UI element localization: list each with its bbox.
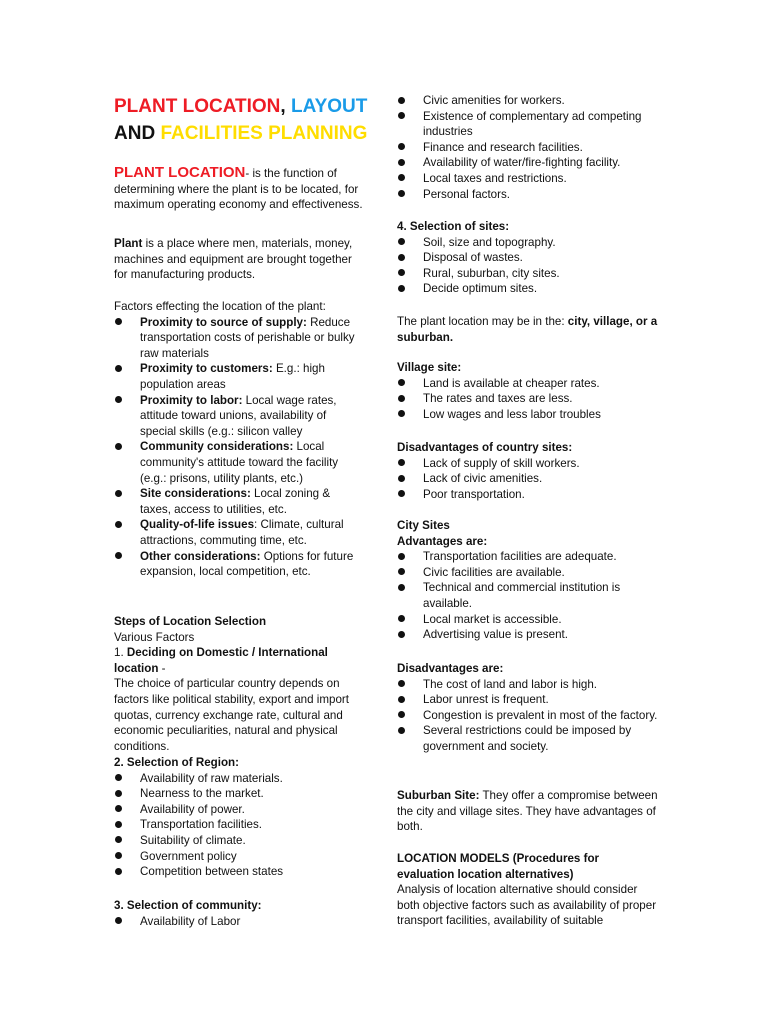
list-item: Poor transportation.	[397, 487, 659, 503]
various-factors: Various Factors	[114, 630, 195, 644]
village-section	[397, 360, 659, 422]
list-item: Disposal of wastes.	[397, 250, 659, 266]
document-title	[114, 93, 368, 147]
city-disadvantages	[397, 661, 659, 755]
location-types-text: The plant location may be in the:	[397, 315, 568, 328]
definition-text: - is the function of determining where the plant is to be located, for maximum operating economy and effectiveness.	[114, 167, 363, 212]
list-item: Several restrictions could be imposed by government and society.	[397, 723, 659, 754]
region-heading: 2. Selection of Region:	[114, 756, 239, 769]
suburban-text: They offer a compromise between the city and village sites. They have advantages of both.	[397, 789, 658, 834]
factors-intro: Factors effecting the location of the plant:	[114, 300, 326, 313]
country-disadv-list	[397, 456, 659, 503]
list-item: The rates and taxes are less.	[397, 391, 659, 407]
list-item: Soil, size and topography.	[397, 235, 659, 251]
list-item: Other considerations: Options for future expansion, local competition, etc.	[114, 549, 364, 580]
plant-text: is a place where men, materials, money, machines and equipment are brought together for manufacturing products.	[114, 237, 353, 282]
list-item: Decide optimum sites.	[397, 281, 659, 297]
list-item: Existence of complementary ad competing industries	[397, 109, 659, 140]
list-item: Community considerations: Local community's attitude toward the facility (e.g.: prisons, utility plants, etc.)	[114, 439, 364, 486]
models-section	[397, 851, 659, 929]
title-plant-location: PLANT LOCATION	[114, 96, 281, 117]
sites-section	[397, 219, 659, 297]
factors-section	[114, 299, 364, 580]
list-item: Transportation facilities are adequate.	[397, 549, 659, 565]
title-line-1	[114, 93, 368, 120]
location-types-bold: city, village, or a suburban.	[397, 315, 658, 344]
steps-section	[114, 614, 364, 754]
list-item: Congestion is prevalent in most of the factory.	[397, 708, 659, 724]
list-item: Proximity to source of supply: Reduce transportation costs of perishable or bulky raw materials	[114, 315, 364, 362]
list-item: Availability of Labor	[114, 914, 364, 930]
list-item: Nearness to the market.	[114, 786, 364, 802]
city-adv-heading: Advantages are:	[397, 534, 488, 548]
city-disadv-list	[397, 677, 659, 755]
list-item: Site considerations: Local zoning & taxes, access to utilities, etc.	[114, 486, 364, 517]
models-text: Analysis of location alternative should consider both objective factors such as availability of proper transport facilities, availability of suitable	[397, 883, 657, 928]
list-item: Lack of supply of skill workers.	[397, 456, 659, 472]
city-heading: City Sites	[397, 519, 450, 532]
list-item: Labor unrest is frequent.	[397, 692, 659, 708]
list-item: The cost of land and labor is high.	[397, 677, 659, 693]
list-item: Suitability of climate.	[114, 833, 364, 849]
community-list	[397, 93, 659, 202]
title-facilities: FACILITIES PLANNING	[160, 123, 368, 144]
intro-section	[114, 165, 364, 213]
suburban-section	[397, 788, 659, 835]
list-item: Government policy	[114, 849, 364, 865]
list-item: Low wages and less labor troubles	[397, 407, 659, 423]
steps-heading: Steps of Location Selection	[114, 615, 267, 628]
plant-location-heading: PLANT LOCATION	[114, 164, 246, 181]
list-item: Availability of power.	[114, 802, 364, 818]
list-item: Proximity to labor: Local wage rates, attitude toward unions, availability of special skills (e.g.: silicon valley	[114, 393, 364, 440]
title-comma: ,	[280, 96, 286, 117]
list-item: Competition between states	[114, 864, 364, 880]
sites-list	[397, 235, 659, 297]
sites-heading: 4. Selection of sites:	[397, 220, 510, 233]
community-heading: 3. Selection of community:	[114, 899, 262, 912]
list-item: Personal factors.	[397, 187, 659, 203]
list-item: Rural, suburban, city sites.	[397, 266, 659, 282]
country-disadvantages	[397, 440, 659, 502]
list-item: Local taxes and restrictions.	[397, 171, 659, 187]
suburban-heading: Suburban Site:	[397, 789, 480, 802]
list-item: Civic amenities for workers.	[397, 93, 659, 109]
list-item: Technical and commercial institution is available.	[397, 580, 659, 611]
community-section-cont	[397, 93, 659, 202]
country-disadv-heading: Disadvantages of country sites:	[397, 441, 573, 454]
factors-list	[114, 315, 364, 580]
list-item: Quality-of-life issues: Climate, cultural attractions, commuting time, etc.	[114, 517, 364, 548]
city-section	[397, 518, 659, 643]
definition-paragraph	[114, 165, 364, 213]
list-item: Finance and research facilities.	[397, 140, 659, 156]
list-item: Availability of raw materials.	[114, 771, 364, 787]
community-list-start	[114, 914, 364, 930]
list-item: Transportation facilities.	[114, 817, 364, 833]
step-1-text: The choice of particular country depends on factors like political stability, export and import quotas, currency exchange rate, cultural and economic peculiarities, natural and physical conditions.	[114, 677, 349, 753]
list-item: Availability of water/fire-fighting facility.	[397, 155, 659, 171]
village-list	[397, 376, 659, 423]
list-item: Local market is accessible.	[397, 612, 659, 628]
step-1: 1. Deciding on Domestic / International location -	[114, 646, 328, 675]
region-list	[114, 771, 364, 880]
community-section	[114, 898, 364, 929]
city-disadv-heading: Disadvantages are:	[397, 662, 504, 675]
plant-word: Plant	[114, 237, 143, 250]
list-item: Civic facilities are available.	[397, 565, 659, 581]
title-line-2	[114, 120, 368, 147]
plant-paragraph	[114, 236, 364, 283]
list-item: Advertising value is present.	[397, 627, 659, 643]
title-and: AND	[114, 123, 156, 144]
list-item: Lack of civic amenities.	[397, 471, 659, 487]
city-adv-list	[397, 549, 659, 643]
region-section	[114, 755, 364, 880]
list-item: Land is available at cheaper rates.	[397, 376, 659, 392]
title-layout: LAYOUT	[290, 96, 368, 117]
models-heading: LOCATION MODELS (Procedures for evaluation location alternatives)	[397, 852, 600, 881]
list-item: Proximity to customers: E.g.: high population areas	[114, 361, 364, 392]
village-heading: Village site:	[397, 361, 462, 374]
location-types	[397, 314, 659, 345]
